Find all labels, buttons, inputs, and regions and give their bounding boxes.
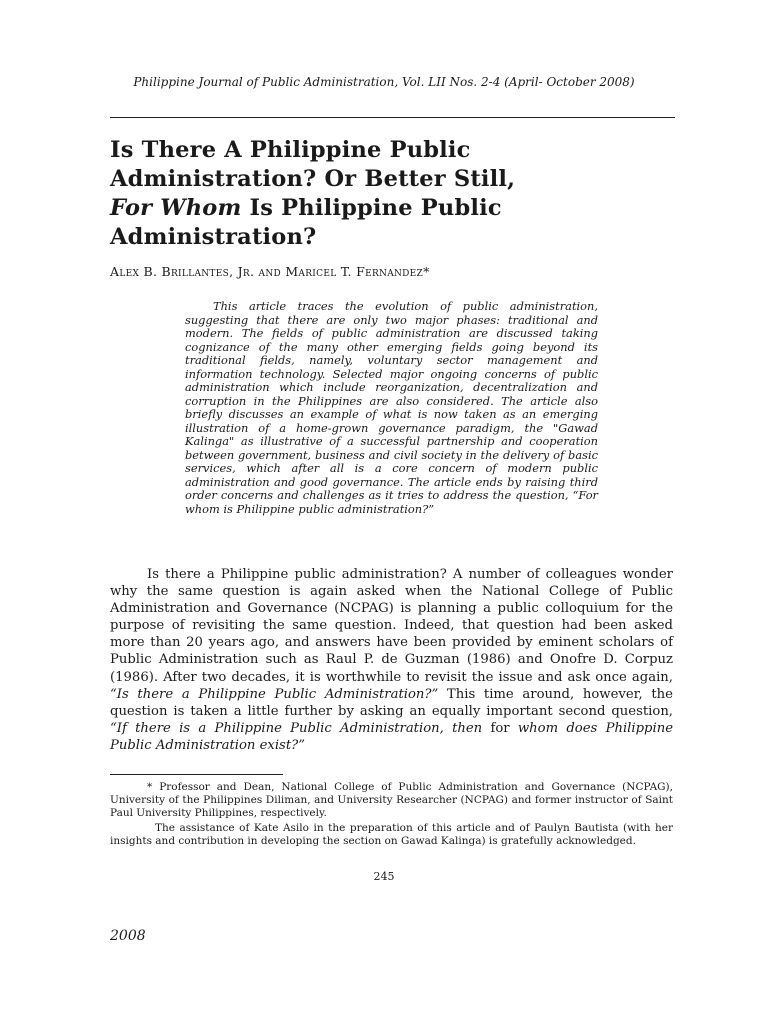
- body-text-2: This time around, however, the question is taken a little further by asking an equally important second question,: [110, 686, 673, 719]
- author-byline: [110, 264, 670, 279]
- footnote-author-affiliation: * Professor and Dean, National College of Public Administration and Governance (NCPAG), University of the Philippines Diliman, and University Researcher (NCPAG) and former instructor of Saint Paul University Philippines, respectively.: [110, 781, 673, 819]
- abstract: This article traces the evolution of public administration, suggesting that there are only two major phases: traditional and modern. The fields of public administration are discussed taking cognizance of the many other emerging fields going beyond its traditional fields, namely, voluntary sector management and information technology. Selected major ongoing concerns of public administration which include reorganization, decentralization and corruption in the Philippines are also considered. The article also briefly discusses an example of what is now taken as an emerging illustration of a home-grown governance paradigm, the "Gawad Kalinga" as illustrative of a successful partnership and cooperation between government, business and civil society in the delivery of basic services, which after all is a core concern of modern public administration and good governance. The article ends by raising third order concerns and challenges as it tries to address the question, “For whom is Philippine public administration?”: [185, 299, 598, 516]
- title-line-2: Administration? Or Better Still,: [110, 166, 516, 192]
- running-header: Philippine Journal of Public Administration, Vol. LII Nos. 2-4 (April- October 2008): [133, 75, 635, 89]
- author-names: Alex B. Brillantes, Jr. and Maricel T. Fernandez*: [110, 264, 430, 279]
- title-line-3: [110, 194, 670, 223]
- footnote-acknowledgment: The assistance of Kate Asilo in the preparation of this article and of Paulyn Bautista (with her insights and contribution in developing the section on Gawad Kalinga) is gratefully acknowledged.: [110, 822, 673, 847]
- body-italic-2: “If there is a Philippine Public Administration, then: [110, 720, 483, 736]
- title-emphasis: For Whom: [110, 195, 242, 221]
- article-title: [110, 136, 670, 252]
- title-line-1: Is There A Philippine Public: [110, 137, 471, 163]
- body-text-3: for: [482, 720, 518, 736]
- header-divider: [110, 117, 675, 118]
- body-text-1: Is there a Philippine public administration? A number of colleagues wonder why the same question is again asked when the National College of Public Administration and Governance (NCPAG) is planning a public colloquium for the purpose of revisiting the same question. Indeed, that question had been asked more than 20 years ago, and answers have been provided by eminent scholars of Public Administration such as Raul P. de Guzman (1986) and Onofre D. Corpuz (1986). After two decades, it is worthwhile to revisit the issue and ask once again,: [110, 567, 673, 685]
- page-number: 245: [373, 870, 395, 883]
- footnote-divider: [110, 774, 283, 775]
- body-italic-3: whom does Philippine Public Administration exist?”: [110, 720, 673, 753]
- footer-year: 2008: [110, 928, 146, 944]
- title-line-4: Administration?: [110, 224, 317, 250]
- body-italic-1: “Is there a Philippine Public Administration?”: [110, 686, 439, 702]
- title-line-3-rest: Is Philippine Public: [241, 195, 502, 221]
- body-paragraph: [110, 566, 673, 754]
